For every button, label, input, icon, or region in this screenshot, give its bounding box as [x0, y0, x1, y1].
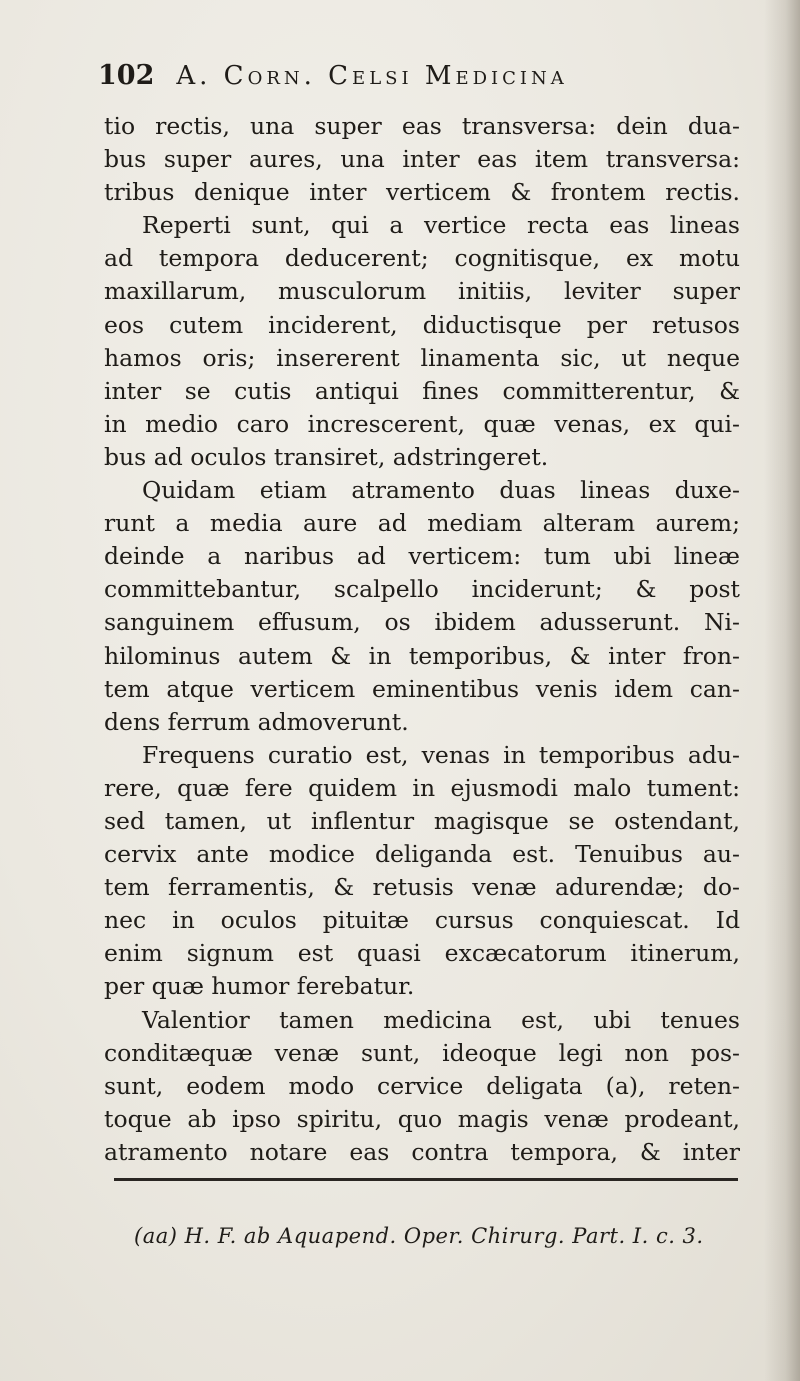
text-line: Quidam etiam atramento duas lineas duxe-: [142, 476, 740, 505]
text-line: Frequens curatio est, venas in temporibus adu-: [142, 740, 740, 769]
text-line: committebantur, scalpello inciderunt; & post: [104, 575, 740, 604]
text-line: enim signum est quasi excæcatorum itinerum,: [104, 939, 740, 968]
page-number: 102: [98, 60, 155, 91]
text-line: inter se cutis antiqui fines committerentur, &: [104, 376, 740, 405]
text-line: cervix ante modice deliganda est. Tenuibus au-: [104, 840, 740, 869]
text-line: maxillarum, musculorum initiis, leviter super: [104, 277, 740, 306]
text-line: conditæquæ venæ sunt, ideoque legi non pos-: [104, 1038, 740, 1067]
footnote-rule: [114, 1178, 738, 1181]
text-line: tio rectis, una super eas transversa: dein dua-: [104, 112, 740, 140]
page-header: [98, 60, 658, 104]
text-line: sunt, eodem modo cervice deligata (a), reten-: [104, 1071, 740, 1100]
text-line: atramento notare eas contra tempora, & inter: [104, 1137, 740, 1166]
text-line: tribus denique inter verticem & frontem rectis.: [104, 178, 740, 207]
text-line: Valentior tamen medicina est, ubi tenues: [142, 1005, 740, 1034]
text-line: Reperti sunt, qui a vertice recta eas lineas: [142, 211, 740, 240]
text-line: dens ferrum admoverunt.: [104, 707, 409, 736]
text-line: tem ferramentis, & retusis venæ adurendæ; do-: [104, 873, 740, 902]
text-line: eos cutem inciderent, diductisque per retusos: [104, 310, 740, 339]
text-line: hamos oris; insererent linamenta sic, ut neque: [104, 343, 740, 372]
running-head: A. Corn. Celsi Medicina: [176, 61, 568, 91]
text-line: nec in oculos pituitæ cursus conquiescat. Id: [104, 906, 740, 935]
text-line: runt a media aure ad mediam alteram aurem;: [104, 509, 740, 538]
text-line: sed tamen, ut inflentur magisque se ostendant,: [104, 806, 740, 835]
text-line: ad tempora deducerent; cognitisque, ex motu: [104, 244, 740, 273]
text-line: rere, quæ fere quidem in ejusmodi malo tument:: [104, 773, 740, 802]
page-edge-shadow: [764, 0, 800, 1381]
footnote: (aa) H. F. ab Aquapend. Oper. Chirurg. Part. I. c. 3.: [134, 1224, 704, 1248]
text-line: toque ab ipso spiritu, quo magis venæ prodeant,: [104, 1104, 740, 1133]
text-line: in medio caro increscerent, quæ venas, ex qui-: [104, 409, 740, 438]
text-line: deinde a naribus ad verticem: tum ubi lineæ: [104, 542, 740, 571]
body-text: [104, 110, 740, 1169]
text-line: sanguinem effusum, os ibidem adusserunt. Ni-: [104, 608, 740, 637]
text-line: tem atque verticem eminentibus venis idem can-: [104, 674, 740, 703]
text-line: hilominus autem & in temporibus, & inter fron-: [104, 641, 740, 670]
text-line: per quæ humor ferebatur.: [104, 972, 415, 1001]
text-line: bus super aures, una inter eas item transversa:: [104, 145, 740, 174]
text-line: bus ad oculos transiret, adstringeret.: [104, 442, 549, 471]
